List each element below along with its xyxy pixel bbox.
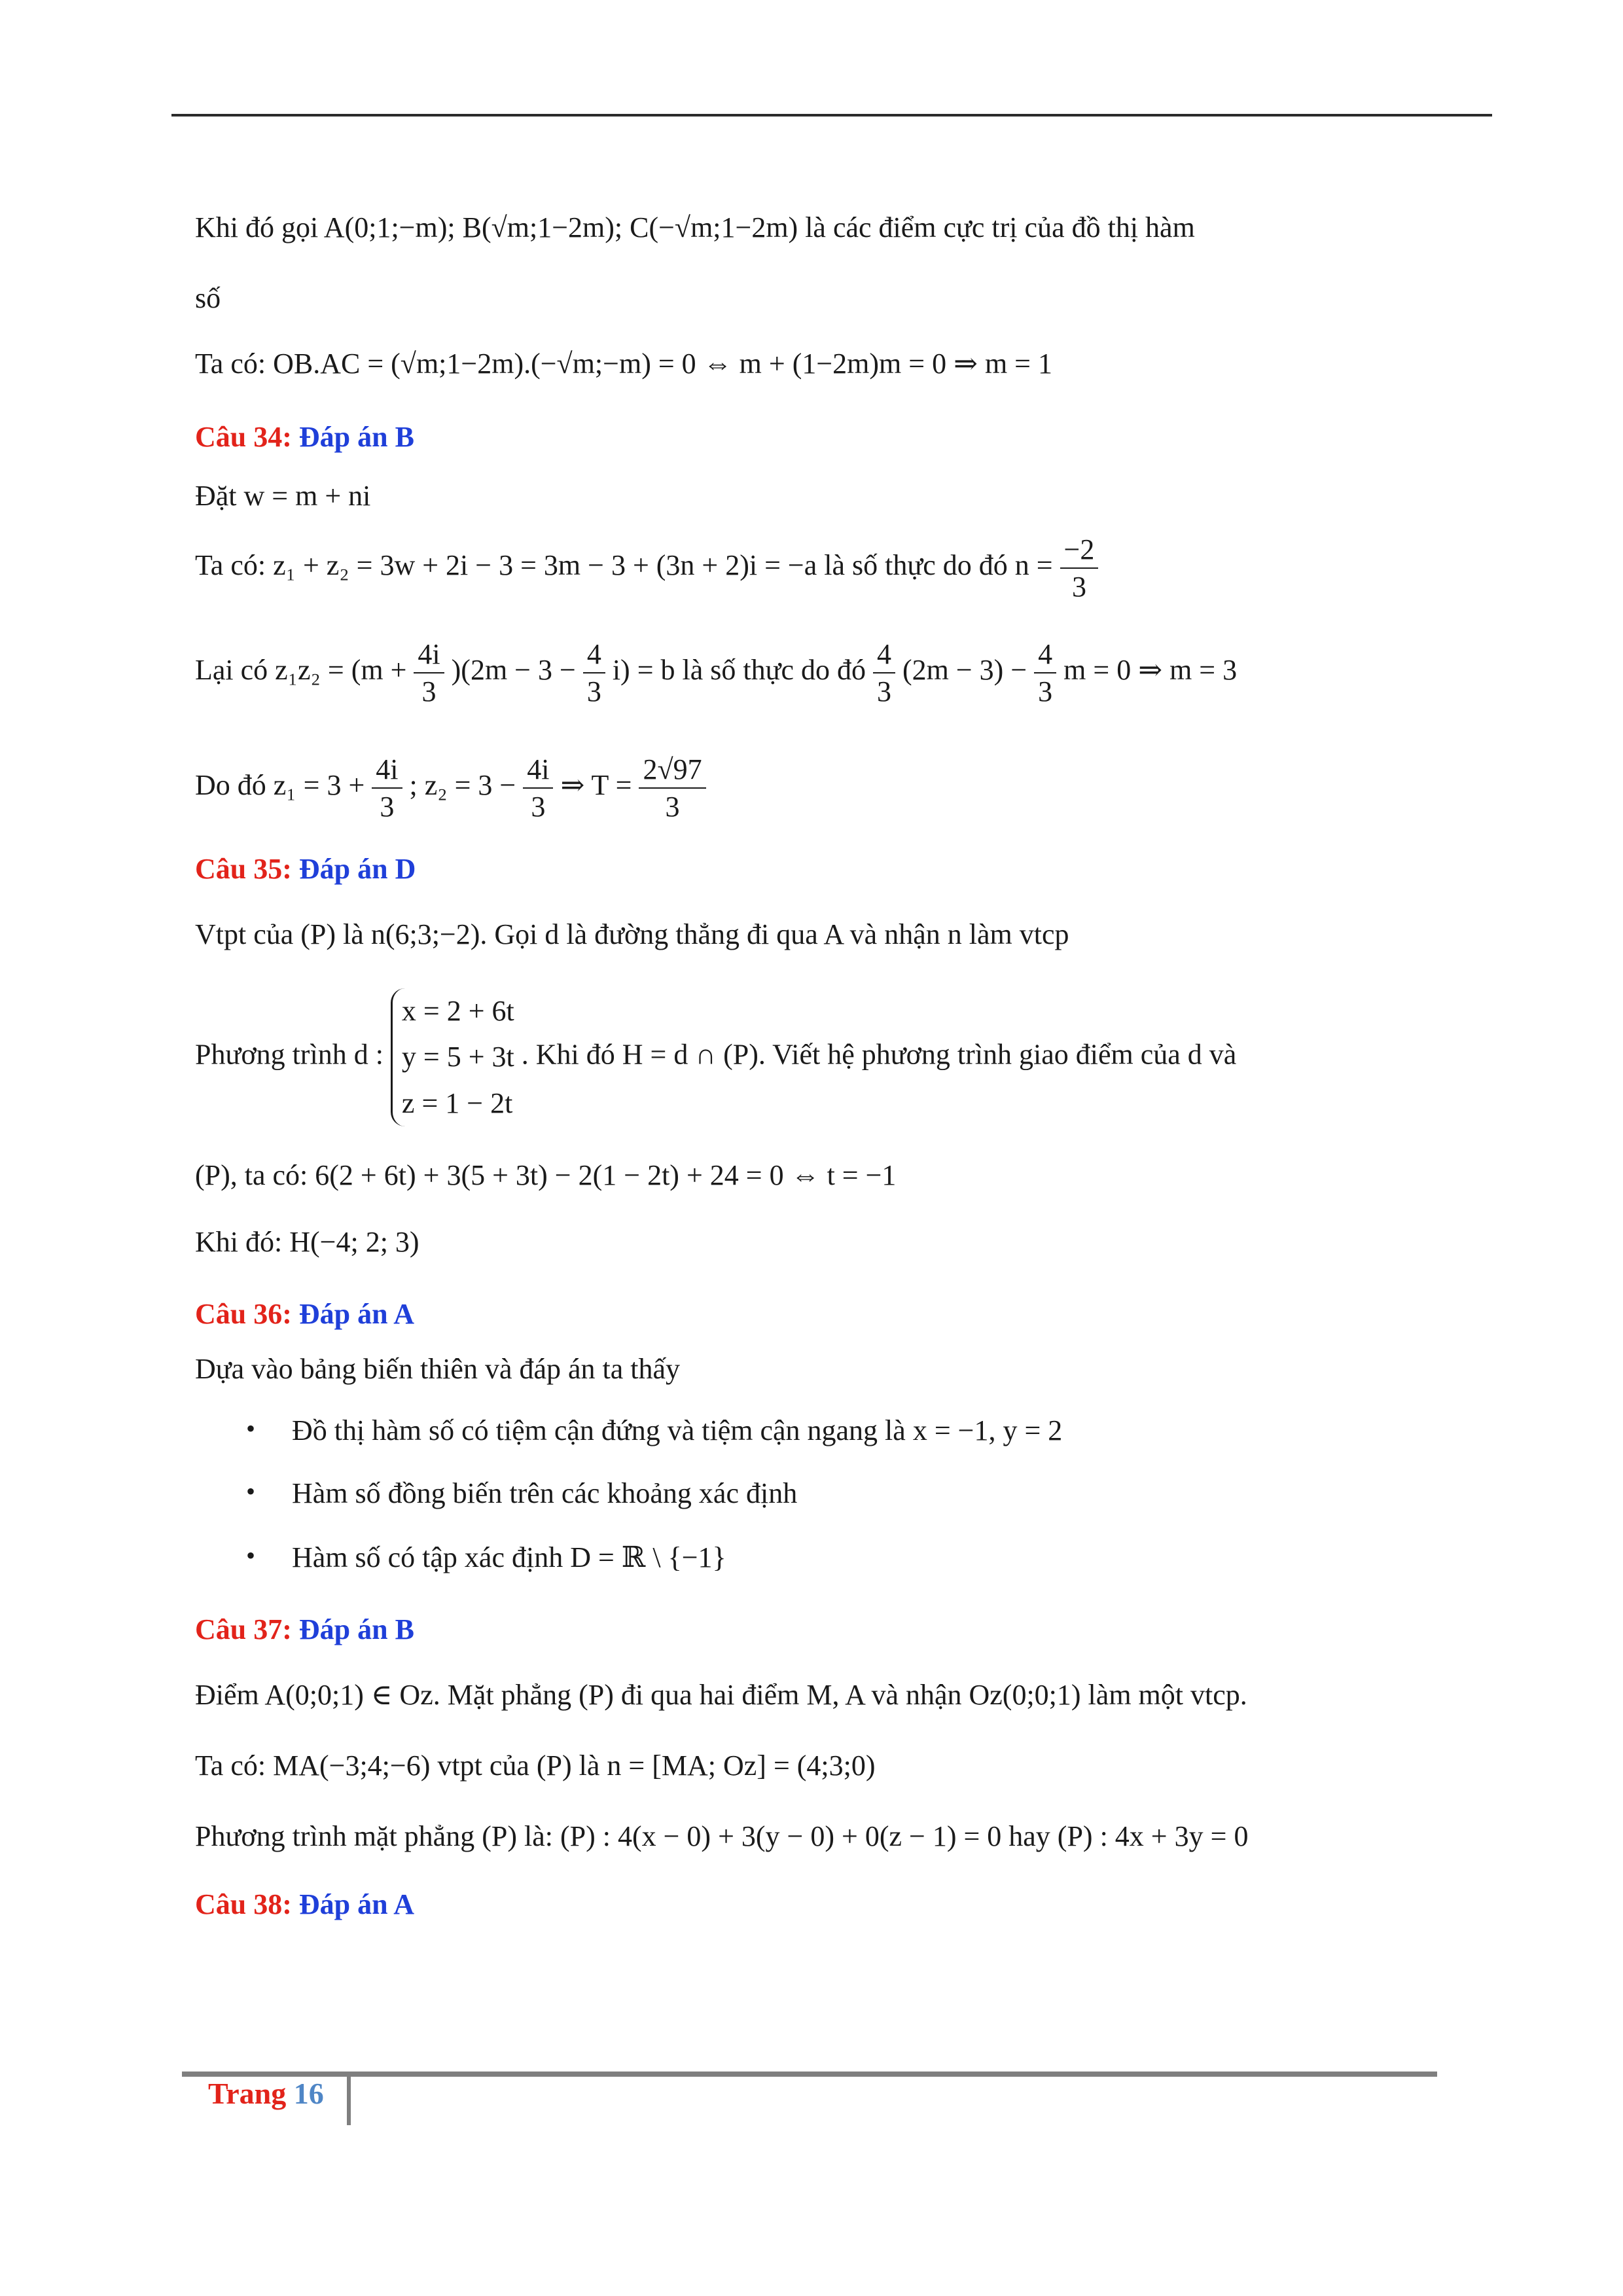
equation-system: x = 2 + 6t y = 5 + 3t z = 1 − 2t [391,988,514,1126]
paragraph-line: Ta có: OB.AC = (√m;1−2m).(−√m;−m) = 0 ⇔ m + (1−2m)m = 0 ⇒ m = 1 [195,348,1052,380]
paragraph-line: Dựa vào bảng biến thiên và đáp án ta thấy [195,1353,681,1385]
fraction: $\frac{4}{3}$ [583,636,605,709]
paragraph-line: Phương trình mặt phẳng (P) là: (P) : 4(x − 0) + 3(y − 0) + 0(z − 1) = 0 hay (P) : 4x + 3y = 0 [195,1820,1249,1852]
fraction: $\frac{4i}{3}$ [372,751,402,825]
paragraph-line: Ta có: MA(−3;4;−6) vtpt của (P) là n = [MA; Oz] = (4;3;0) [195,1749,876,1782]
question-heading-34 [195,419,414,455]
fraction: $\frac{4i}{3}$ [523,751,553,825]
paragraph-line: Điểm A(0;0;1) ∈ Oz. Mặt phẳng (P) đi qua hai điểm M, A và nhận Oz(0;0;1) làm một vtcp. [195,1679,1247,1711]
paragraph-line: Lại có z₁z₂ = (m + $\frac{4i}{3}$ )(2m − 3 − $\frac{4}{3}$ i) = b là số thực do đó $\frac{4}{3}$ (2m − 3) − $\frac{4}{3}$ m = 0 ⇒ m = 3 [195,636,1237,709]
equation-text: Ta có: z₁ + z₂ = 3w + 2i − 3 = 3m − 3 + (3n + 2)i = −a là số thực do đó n = [195,549,1053,582]
bullet-icon: • [246,1414,256,1443]
question-number: Câu 34: [195,421,292,453]
question-heading-38: Câu 38: Đáp án A [195,1888,414,1920]
paragraph-line: (P), ta có: 6(2 + 6t) + 3(5 + 3t) − 2(1 − 2t) + 24 = 0 ⇔ t = −1 [195,1159,897,1191]
paragraph-line: Khi đó: H(−4; 2; 3) [195,1226,419,1258]
question-heading-37: Câu 37: Đáp án B [195,1613,414,1645]
paragraph-line: Đặt w = m + ni [195,480,371,512]
page-footer [208,2076,324,2111]
question-heading-35: Câu 35: Đáp án D [195,853,416,885]
list-item: • Hàm số có tập xác định D = ℝ \ {−1} [246,1541,726,1573]
fraction: $\frac{4}{3}$ [873,636,895,709]
question-heading-36: Câu 36: Đáp án A [195,1298,414,1330]
list-item: • Đồ thị hàm số có tiệm cận đứng và tiệm cận ngang là x = −1, y = 2 [246,1414,1063,1446]
paragraph-line: Khi đó gọi A(0;1;−m); B(√m;1−2m); C(−√m;1−2m) là các điểm cực trị của đồ thị hàm [195,211,1195,243]
paragraph-line [195,531,1098,605]
footer-rule [182,2072,1437,2077]
fraction: $\frac{4}{3}$ [1034,636,1056,709]
fraction: $\frac{-2}{3}$ [1060,531,1099,605]
fraction: $\frac{2√97}{3}$ [639,751,705,825]
paragraph-line: Vtpt của (P) là n(6;3;−2). Gọi d là đường thẳng đi qua A và nhận n làm vtcp [195,918,1069,950]
bullet-icon: • [246,1477,256,1506]
footer-separator [347,2072,351,2125]
page-number: 16 [293,2077,324,2110]
fraction: $\frac{4i}{3}$ [414,636,444,709]
paragraph-line: Do đó z₁ = 3 + $\frac{4i}{3}$ ; z₂ = 3 − $\frac{4i}{3}$ ⇒ T = $\frac{2√97}{3}$ [195,751,706,825]
paragraph-line: số [195,282,221,314]
list-item: • Hàm số đồng biến trên các khoảng xác định [246,1477,798,1509]
page-label: Trang [208,2077,287,2110]
answer-label: Đáp án B [298,421,414,453]
bullet-icon: • [246,1541,256,1570]
header-rule [171,114,1492,117]
paragraph-line: Phương trình d : x = 2 + 6t y = 5 + 3t z = 1 − 2t . Khi đó H = d ∩ (P). Viết hệ phương trình giao điểm của d và [195,988,1236,1126]
